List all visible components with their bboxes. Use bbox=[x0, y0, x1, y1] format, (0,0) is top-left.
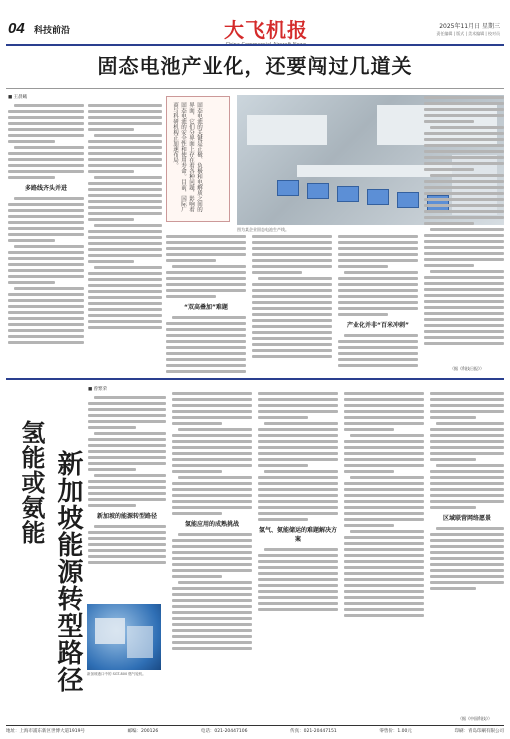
story1-subhead-1: 多路线齐头并进 bbox=[24, 185, 67, 192]
story1-column-6 bbox=[424, 96, 504, 376]
story1-author: ■ 王晨曦 bbox=[8, 95, 28, 100]
footer-address: 地址：上海市浦东新区世博大道1919号 bbox=[6, 729, 85, 734]
story2-photo bbox=[87, 604, 161, 670]
story2-source: （据《中国科技》） bbox=[458, 716, 492, 721]
story-separator bbox=[6, 378, 504, 380]
story1-source: （据《科技日报》） bbox=[450, 366, 484, 371]
footer-phone: 电话：021-20447106 bbox=[200, 729, 248, 734]
story1-column-4 bbox=[252, 235, 332, 375]
footer-rule bbox=[6, 725, 504, 726]
story1-blurb bbox=[166, 96, 230, 222]
header-rule bbox=[6, 44, 504, 46]
story1-title: 固态电池产业化，还要闯过几道关 bbox=[97, 54, 413, 78]
story1-title-rule bbox=[6, 88, 504, 89]
story2-column-5 bbox=[430, 392, 504, 722]
footer-postcode: 邮编：200126 bbox=[127, 729, 159, 734]
page-header bbox=[6, 4, 504, 44]
story2-subhead-1: 新加坡的能源转型路径 bbox=[96, 513, 157, 520]
section-name: 科技前沿 bbox=[34, 26, 71, 36]
newspaper-logo bbox=[206, 14, 326, 48]
story2-subhead-2: 氢能应用的成熟挑战 bbox=[184, 521, 239, 528]
story1-column-5 bbox=[338, 235, 418, 375]
story1-blurb-text: 固态电池的关键是正极、负极和电解质之间的界面，它们分界面上存在着各种问题，影响着固态电池的安全性和使用寿命。目前，国际厂商与科研机构正加速布局。 bbox=[172, 102, 202, 212]
story2-title-right: 新加坡能源转型路径 bbox=[53, 450, 83, 693]
story2-photo-caption: 新加坡港口中的 SGT-800 燃气轮机。 bbox=[87, 672, 146, 676]
story1-column-3 bbox=[166, 235, 246, 375]
issue-date: 2025年11月日 星期三 bbox=[439, 23, 500, 30]
page-footer bbox=[6, 728, 504, 734]
story2-author: ■ 曾繁荣 bbox=[88, 387, 108, 392]
footer-fax: 传真：021-20447151 bbox=[290, 729, 337, 734]
story2-column-3 bbox=[258, 392, 338, 722]
story2-subhead-4: 区域联营网络愿景 bbox=[442, 515, 491, 522]
footer-printer: 印刷：青岛印刷有限公司 bbox=[454, 729, 504, 734]
story2-column-1 bbox=[88, 396, 166, 601]
story1-column-2 bbox=[88, 104, 162, 374]
story2-column-4 bbox=[344, 392, 424, 722]
page-number: 04 bbox=[8, 20, 25, 37]
footer-price: 零售价：1.00元 bbox=[379, 729, 412, 734]
story2-column-2 bbox=[172, 392, 252, 722]
story2-subhead-3: 氢气、氨能储运的难题解决方案 bbox=[258, 527, 337, 543]
story2-title-left: 氢能或氨能 bbox=[17, 420, 46, 545]
story1-subhead-2: “双高叠加”难题 bbox=[184, 304, 228, 311]
logo-chinese: 大飞机报 bbox=[224, 18, 308, 42]
story1-column-1 bbox=[8, 104, 84, 374]
story1-photo-caption: 图为某企业固态电池生产线。 bbox=[237, 227, 289, 232]
editor-credits: 责任编辑 | 版式 | 美术编辑 | 校对员 bbox=[436, 31, 500, 36]
story1-subhead-3: 产业化并非“百米冲刺” bbox=[347, 322, 409, 329]
